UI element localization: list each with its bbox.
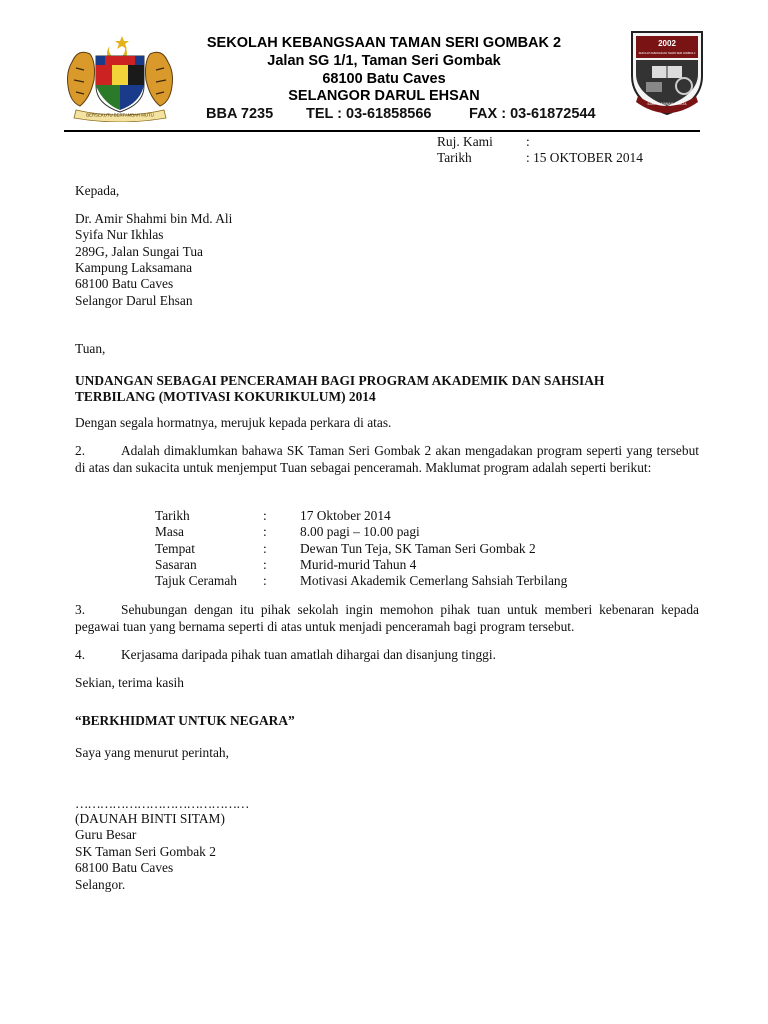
paragraph-2 — [75, 443, 699, 476]
school-address-line1: Jalan SG 1/1, Taman Seri Gombak — [267, 53, 501, 69]
signatory-line: 68100 Batu Caves — [75, 860, 174, 875]
fax-number: FAX : 03-61872544 — [469, 106, 596, 122]
header-divider — [64, 130, 700, 132]
detail-value: 8.00 pagi – 10.00 pagi — [300, 524, 420, 539]
subject-line-1: UNDANGAN SEBAGAI PENCERAMAH BAGI PROGRAM AKADEMIK DAN SAHSIAH — [75, 373, 605, 388]
detail-value: 17 Oktober 2014 — [300, 508, 391, 523]
school-address-line3: SELANGOR DARUL EHSAN — [288, 88, 480, 104]
badge-motto-text: ILMU • AMANAH • MULIA — [647, 102, 687, 106]
recipient-line: 289G, Jalan Sungai Tua — [75, 244, 203, 259]
kepada-label: Kepada, — [75, 183, 120, 198]
date-label: Tarikh — [437, 150, 472, 165]
detail-label: Tajuk Ceramah — [155, 573, 237, 588]
badge-school-text: SEKOLAH KEBANGSAAN TAMAN SERI GOMBAK 2 — [638, 52, 696, 55]
recipient-line: 68100 Batu Caves — [75, 276, 174, 291]
recipient-line: Selangor Darul Ehsan — [75, 293, 193, 308]
closing-text: Sekian, terima kasih — [75, 675, 184, 690]
subject-line-2: TERBILANG (MOTIVASI KOKURIKULUM) 2014 — [75, 389, 376, 404]
signature-dotted-line: …………………………………… — [75, 796, 249, 811]
signatory-line: Guru Besar — [75, 827, 137, 842]
reference-label: Ruj. Kami — [437, 134, 493, 149]
date-value: : 15 OKTOBER 2014 — [526, 150, 643, 165]
telephone-number: TEL : 03-61858566 — [306, 106, 432, 122]
paragraph-text: Adalah dimaklumkan bahawa SK Taman Seri Gombak 2 akan mengadakan program seperti yang tersebut di atas dan sukacita untuk menjemput Tuan sebagai penceramah. Maklumat program adalah seperti berikut: — [75, 443, 699, 475]
detail-colon: : — [263, 557, 267, 572]
recipient-line: Dr. Amir Shahmi bin Md. Ali — [75, 211, 233, 226]
detail-colon: : — [263, 541, 267, 556]
signatory-line: Selangor. — [75, 877, 126, 892]
school-address-line2: 68100 Batu Caves — [322, 71, 446, 87]
school-name: SEKOLAH KEBANGSAAN TAMAN SERI GOMBAK 2 — [206, 35, 562, 51]
detail-label: Sasaran — [155, 557, 197, 572]
detail-colon: : — [263, 524, 267, 539]
paragraph-text: Sehubungan dengan itu pihak sekolah ingin memohon pihak tuan untuk memberi kebenaran kepada pegawai tuan yang bernama seperti di atas untuk menjadi penceramah bagi program tersebut. — [75, 602, 699, 634]
badge-year-text: 2002 — [658, 39, 676, 48]
detail-label: Tarikh — [155, 508, 190, 523]
recipient-line: Syifa Nur Ikhlas — [75, 227, 164, 242]
reference-colon: : — [526, 134, 530, 149]
paragraph-number: 4. — [75, 647, 86, 662]
school-code: BBA 7235 — [206, 106, 274, 122]
paragraph-text: Kerjasama daripada pihak tuan amatlah dihargai dan disanjung tinggi. — [121, 647, 496, 662]
signatory-line: (DAUNAH BINTI SITAM) — [75, 811, 225, 826]
recipient-line: Kampung Laksamana — [75, 260, 193, 275]
motto-text: “BERKHIDMAT UNTUK NEGARA” — [75, 713, 295, 728]
salutation: Tuan, — [75, 341, 106, 356]
detail-value: Murid-murid Tahun 4 — [300, 557, 417, 572]
detail-label: Masa — [155, 524, 185, 539]
paragraph-4 — [75, 647, 699, 664]
detail-value: Dewan Tun Teja, SK Taman Seri Gombak 2 — [300, 541, 536, 556]
detail-label: Tempat — [155, 541, 195, 556]
crest-motto-text: BERSEKUTU BERTAMBAH MUTU — [86, 112, 154, 118]
detail-value: Motivasi Akademik Cemerlang Sahsiah Terbilang — [300, 573, 568, 588]
sign-off-text: Saya yang menurut perintah, — [75, 745, 229, 760]
paragraph-number: 2. — [75, 443, 86, 458]
detail-colon: : — [263, 573, 267, 588]
paragraph-number: 3. — [75, 602, 86, 617]
paragraph-3 — [75, 602, 699, 635]
intro-text: Dengan segala hormatnya, merujuk kepada perkara di atas. — [75, 415, 392, 430]
signatory-line: SK Taman Seri Gombak 2 — [75, 844, 216, 859]
detail-colon: : — [263, 508, 267, 523]
